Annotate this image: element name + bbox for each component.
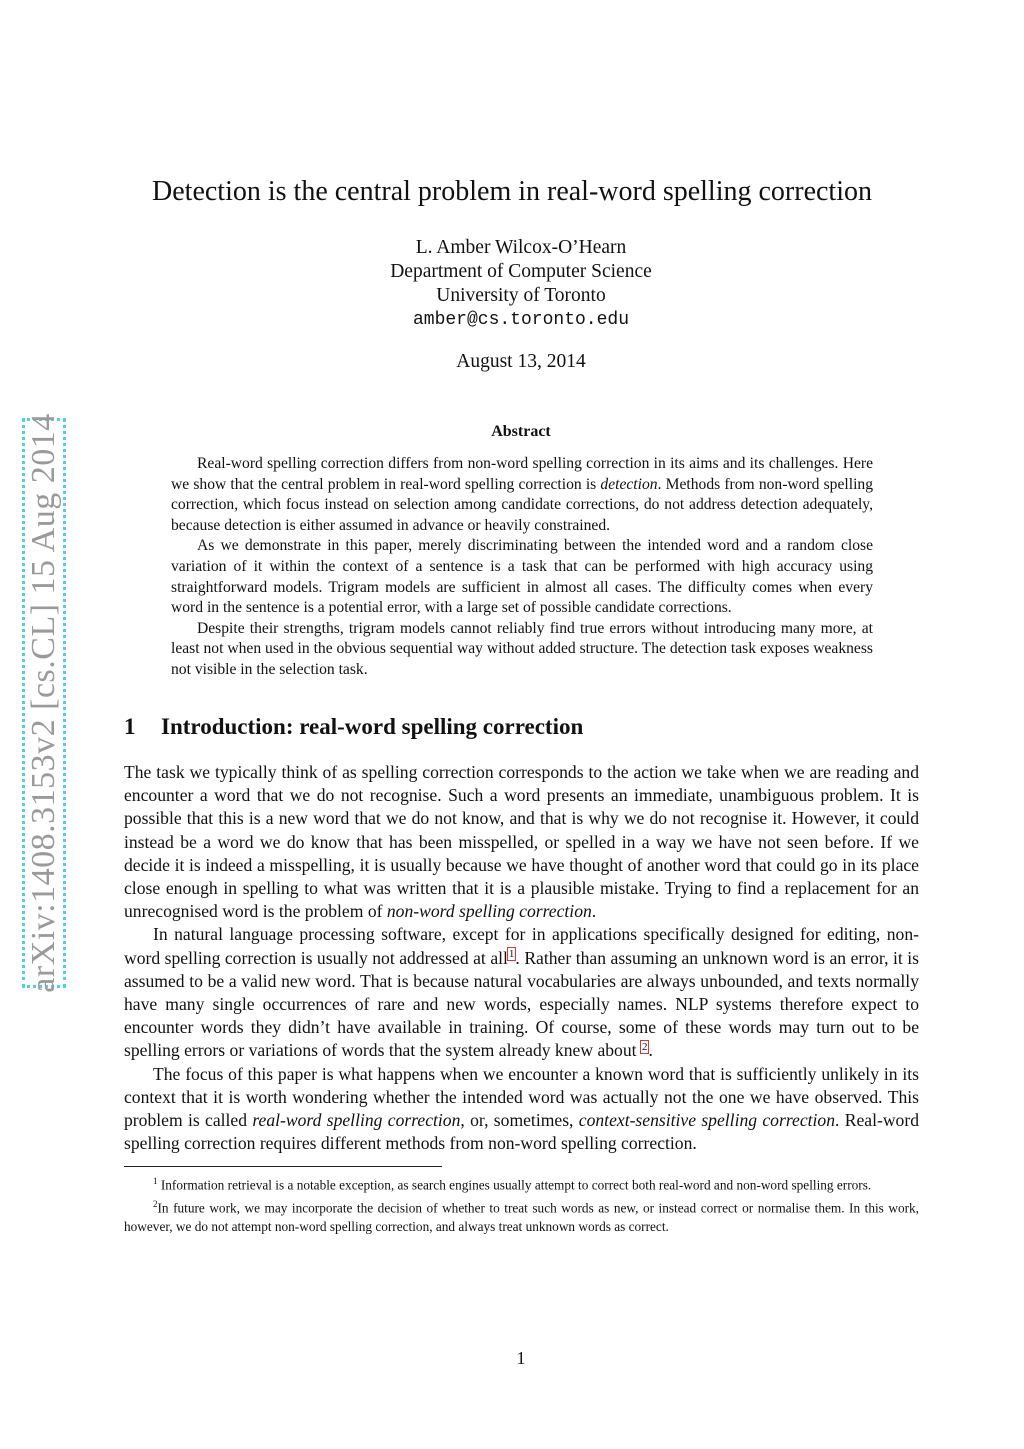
body-emphasis: context-sensitive spelling correction bbox=[578, 1110, 836, 1131]
author-block bbox=[0, 236, 1024, 332]
body-paragraph-1: The task we typically think of as spelling correction corresponds to the action we take when we are reading and encounter a word that we do not recognise. Such a word presents an immediate, unambiguous problem. It is possible that this is a new word that we do not know, and that is why we do not recognise it. However, it could instead be a word we do know that has been misspelled, or spelled in a way we have not seen before. If we decide it is indeed a misspelling, it is usually because we have thought of another word that could go in its place close enough in spelling to what was written that it is a plausible mistake. Trying to find a replacement for an unrecognised word is the problem of non-word spelling correction. bbox=[124, 762, 919, 922]
abstract-paragraph-2: As we demonstrate in this paper, merely discriminating between the intended word and a random close variation of it within the context of a sentence is a task that can be performed with high accuracy using straightforward models. Trigram models are sufficient in almost all cases. The difficulty comes when every word in the sentence is a potential error, with a large set of possible candidate corrections. bbox=[171, 537, 873, 617]
arxiv-stamp[interactable] bbox=[22, 413, 66, 993]
body-emphasis: non-word spelling correction bbox=[386, 901, 592, 922]
footnotes bbox=[124, 1172, 919, 1237]
abstract-paragraph-3: Despite their strengths, trigram models cannot reliably find true errors without introducing many more, at least not when used in the obvious sequential way without added structure. The detection task exposes weakness not visible in the selection task. bbox=[171, 619, 873, 678]
abstract-emphasis: detection bbox=[600, 475, 658, 493]
section-heading bbox=[124, 712, 924, 742]
author-department: Department of Computer Science bbox=[390, 261, 652, 282]
footnote-1: $^1$ Information retrieval is a notable exception, as search engines usually attempt to correct both real-word and non-word spelling errors. bbox=[153, 1176, 872, 1193]
body-paragraph-3: The focus of this paper is what happens when we encounter a known word that is sufficiently unlikely in its context that it is worth wondering whether the intended word was actually not the one we have observed. This problem is called real-word spelling correction, or, sometimes, context-sensitive spelling correction. Real-word spelling correction requires different methods from non-word spelling correction. bbox=[124, 1063, 919, 1154]
paper-date: August 13, 2014 bbox=[456, 351, 586, 372]
abstract-paragraph-1: Real-word spelling correction differs from non-word spelling correction in its aims and its challenges. Here we show that the central problem in real-word spelling correction is detection. Methods from non-word spelling correction, which focus instead on selection among candidate corrections, do not address detection adequately, because detection is either assumed in advance or heavily constrained. bbox=[171, 455, 873, 534]
footnote-mark-2: 2 bbox=[153, 1199, 158, 1210]
section-number: 1 bbox=[124, 714, 136, 739]
paper-title: Detection is the central problem in real-word spelling correction bbox=[152, 176, 872, 207]
abstract-heading: Abstract bbox=[491, 423, 551, 440]
footnote-2: $^2$In future work, we may incorporate the decision of whether to treat such words as new, or instead correct or normalise them. In this work, however, we do not attempt non-word spelling correction, and always treat unknown words as correct. bbox=[124, 1199, 919, 1235]
footnote-ref-1[interactable]: 1 bbox=[508, 947, 515, 960]
page-number: 1 bbox=[516, 1348, 526, 1368]
body-paragraph-2: In natural language processing software, except for in applications specifically designed for editing, non-word spelling correction is usually not addressed at all$^1$. Rather than assuming an unknown word is an error, it is assumed to be a valid new word. That is because natural vocabularies are always unbounded, and texts normally have many single occurrences of rare and new words, especially names. NLP systems therefore expect to encounter words they didn’t have available in training. Of course, some of these words may turn out to be spelling errors or variations of words that the system already knew about $^2$. bbox=[124, 924, 920, 1061]
author-name: L. Amber Wilcox-O’Hearn bbox=[415, 237, 627, 258]
author-email[interactable]: amber@cs.toronto.edu bbox=[412, 310, 630, 330]
footnote-mark-1: 1 bbox=[153, 1176, 158, 1186]
footnote-ref-2[interactable]: 2 bbox=[641, 1040, 648, 1053]
footnote-divider bbox=[124, 1166, 442, 1167]
arxiv-stamp-text[interactable]: arXiv:1408.3153v2 [cs.CL] 15 Aug 2014 bbox=[25, 413, 62, 993]
section-body bbox=[124, 761, 919, 1155]
abstract-body bbox=[171, 454, 873, 681]
section-title: Introduction: real-word spelling correction bbox=[161, 714, 584, 739]
body-emphasis: real-word spelling correction bbox=[252, 1110, 461, 1131]
author-university: University of Toronto bbox=[436, 285, 606, 306]
